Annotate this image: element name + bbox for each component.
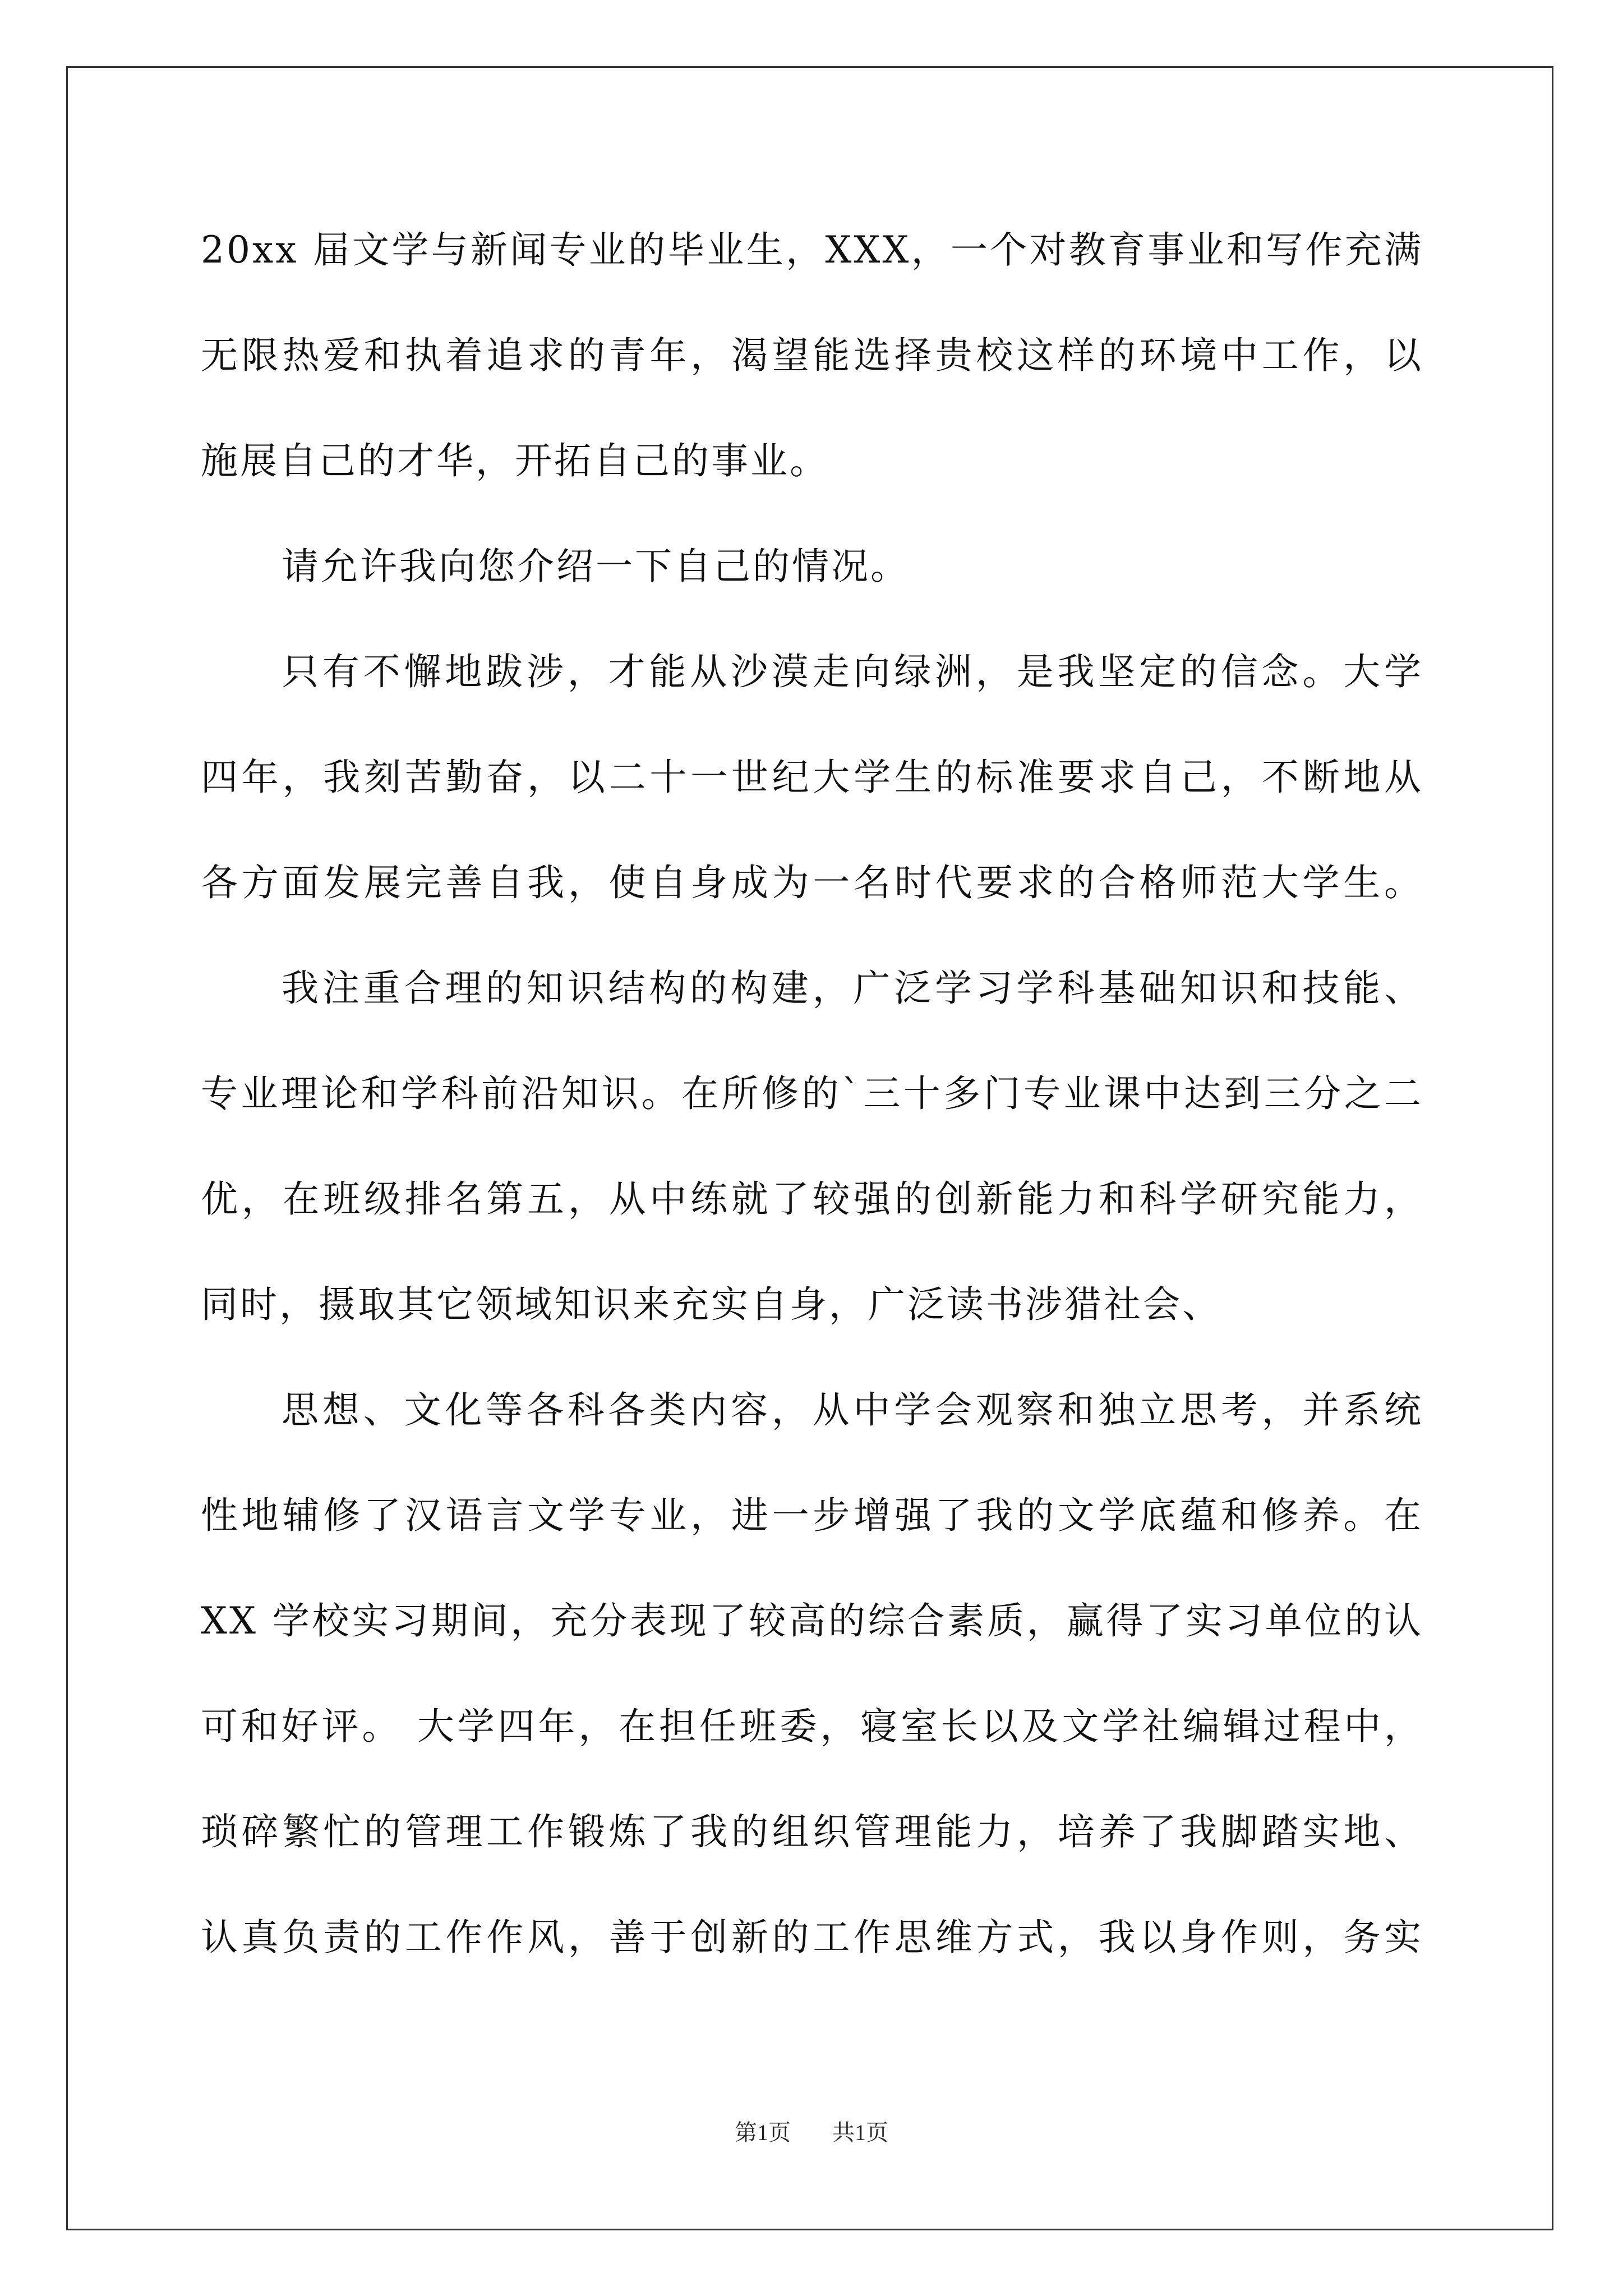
body-text-line: 请允许我向您介绍一下自己的情况。 [282, 545, 910, 588]
page-total: 共1页 [832, 2120, 888, 2145]
body-text-line: 各方面发展完善自我，使自身成为一名时代要求的合格师范大学生。 [201, 861, 1423, 904]
body-text-line: 同时，摄取其它领域知识来充实自身，广泛读书涉猎社会、 [201, 1283, 1221, 1326]
page-number: 第1页 [735, 2120, 791, 2145]
page-border [66, 66, 1553, 2230]
body-text-line: 认真负责的工作作风，善于创新的工作思维方式，我以身作则，务实 [201, 1916, 1423, 1959]
body-text-line: 性地辅修了汉语言文学专业，进一步增强了我的文学底蕴和修养。在 [201, 1494, 1423, 1537]
page-footer [0, 2115, 1623, 2147]
body-text-line: 可和好评。 大学四年，在担任班委，寝室长以及文学社编辑过程中， [201, 1705, 1423, 1748]
body-text-line: 思想、文化等各科各类内容，从中学会观察和独立思考，并系统 [282, 1388, 1423, 1432]
body-text-line: XX 学校实习期间，充分表现了较高的综合素质，赢得了实习单位的认 [201, 1599, 1423, 1642]
body-text-line: 四年，我刻苦勤奋，以二十一世纪大学生的标准要求自己，不断地从 [201, 756, 1423, 799]
body-text-line: 专业理论和学科前沿知识。在所修的`三十多门专业课中达到三分之二 [201, 1072, 1423, 1115]
body-text-line: 无限热爱和执着追求的青年，渴望能选择贵校这样的环境中工作，以 [201, 334, 1423, 377]
body-text-line: 琐碎繁忙的管理工作锻炼了我的组织管理能力，培养了我脚踏实地、 [201, 1810, 1423, 1853]
body-text-line: 施展自己的才华，开拓自己的事业。 [201, 439, 829, 482]
body-text-line: 20xx 届文学与新闻专业的毕业生，XXX，一个对教育事业和写作充满 [201, 228, 1423, 272]
body-text-line: 优，在班级排名第五，从中练就了较强的创新能力和科学研究能力， [201, 1177, 1423, 1221]
body-text-line: 我注重合理的知识结构的构建，广泛学习学科基础知识和技能、 [282, 967, 1423, 1010]
body-text-line: 只有不懈地跋涉，才能从沙漠走向绿洲，是我坚定的信念。大学 [282, 650, 1423, 693]
